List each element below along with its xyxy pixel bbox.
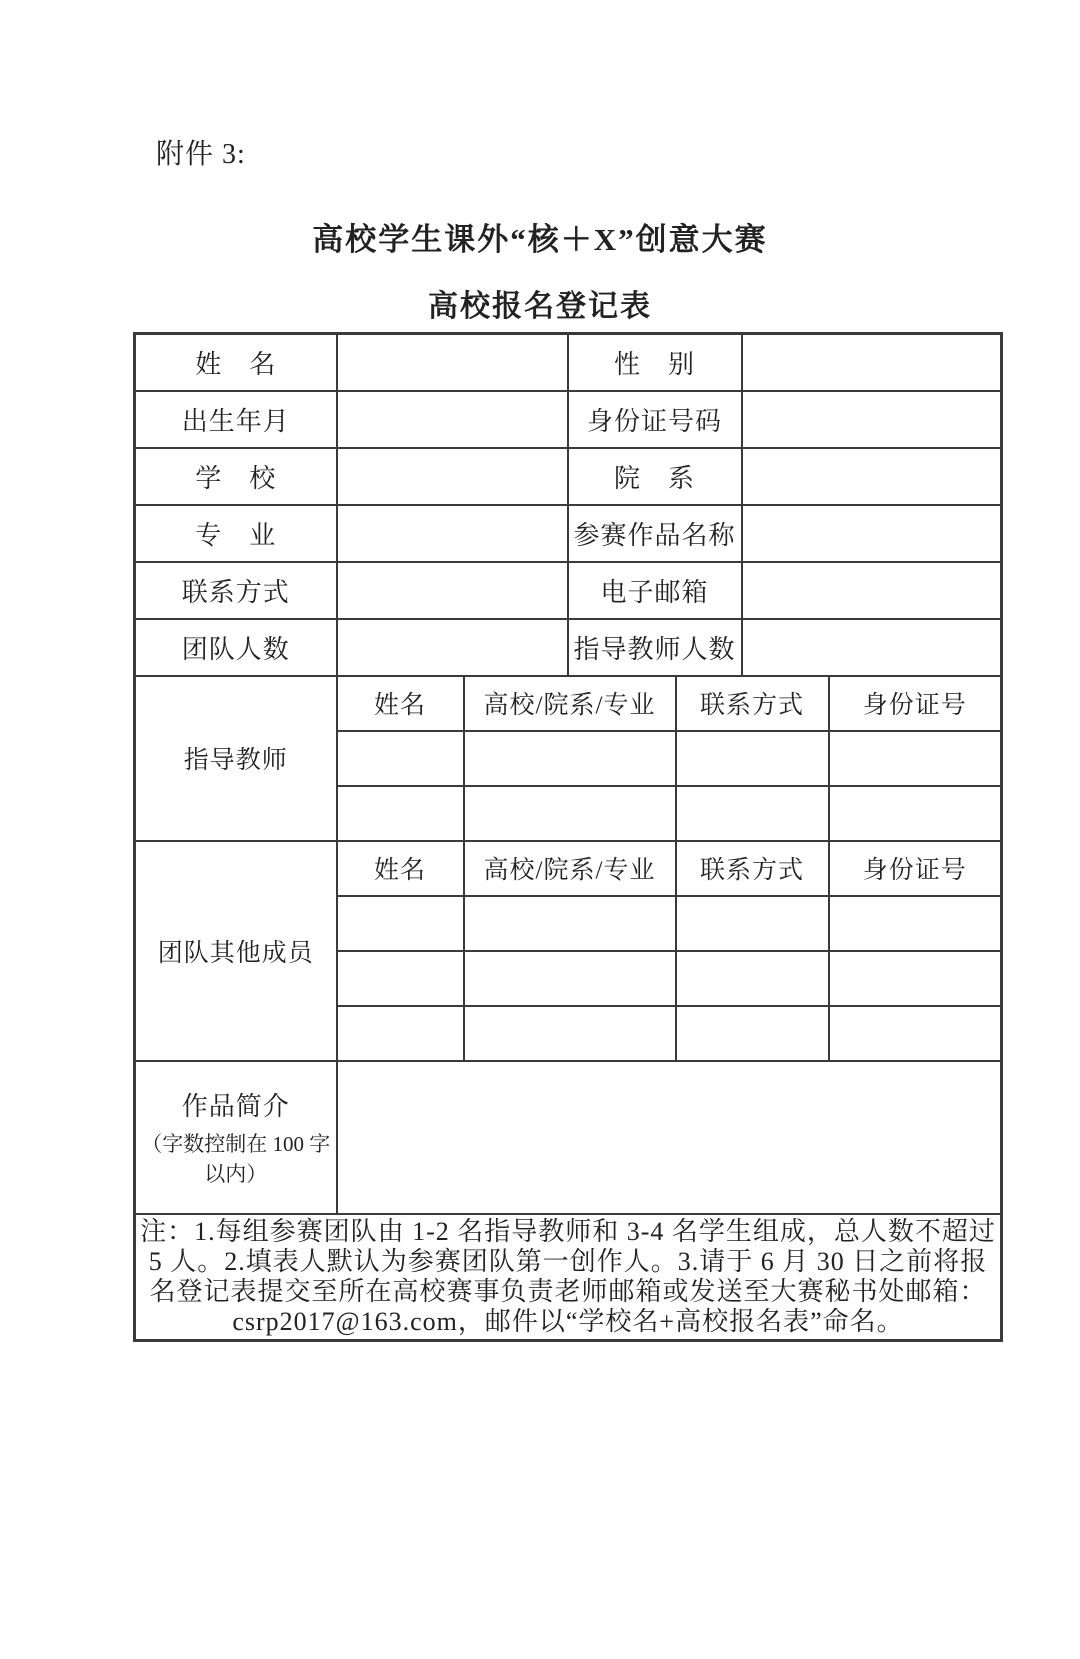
name-label: 姓 名 bbox=[135, 334, 337, 391]
member-affiliation-cell bbox=[464, 951, 676, 1006]
member-id-cell bbox=[829, 951, 1002, 1006]
table-row bbox=[135, 676, 1002, 731]
advisors-col-id: 身份证号 bbox=[829, 676, 1002, 731]
advisor-affiliation-cell bbox=[464, 731, 676, 786]
advisor-affiliation-cell bbox=[464, 786, 676, 841]
contact-label: 联系方式 bbox=[135, 562, 337, 619]
table-row bbox=[135, 505, 1002, 562]
advisors-col-affiliation: 高校/院系/专业 bbox=[464, 676, 676, 731]
member-affiliation-cell bbox=[464, 1006, 676, 1061]
advisor-contact-cell bbox=[676, 731, 829, 786]
advisor-name-cell bbox=[337, 786, 464, 841]
school-label: 学 校 bbox=[135, 448, 337, 505]
member-id-cell bbox=[829, 1006, 1002, 1061]
document-subtitle: 高校报名登记表 bbox=[428, 290, 652, 323]
members-section-label: 团队其他成员 bbox=[135, 841, 337, 1061]
birth-date-label: 出生年月 bbox=[135, 391, 337, 448]
members-col-name: 姓名 bbox=[337, 841, 464, 896]
registration-form-table bbox=[133, 332, 1003, 1342]
member-contact-cell bbox=[676, 951, 829, 1006]
member-contact-cell bbox=[676, 896, 829, 951]
table-row bbox=[135, 1061, 1002, 1214]
member-name-cell bbox=[337, 1006, 464, 1061]
advisors-section-label: 指导教师 bbox=[135, 676, 337, 841]
advisor-count-value bbox=[742, 619, 1002, 676]
note-text: 注：1.每组参赛团队由 1-2 名指导教师和 3-4 名学生组成，总人数不超过 5 人。2.填表人默认为参赛团队第一创作人。3.请于 6 月 30 日之前将报名登记表提交至所在高校赛事负责老师邮箱或发送至大赛秘书处邮箱：csrp2017@163.com，邮件以“学校名+高校报名表”命名。 bbox=[135, 1214, 1002, 1341]
advisors-col-name: 姓名 bbox=[337, 676, 464, 731]
work-intro-sublabel: （字数控制在 100 字以内） bbox=[141, 1131, 331, 1186]
id-number-value bbox=[742, 391, 1002, 448]
attachment-label: 附件 3: bbox=[156, 139, 246, 170]
team-size-value bbox=[337, 619, 568, 676]
department-value bbox=[742, 448, 1002, 505]
members-col-affiliation: 高校/院系/专业 bbox=[464, 841, 676, 896]
table-row bbox=[135, 562, 1002, 619]
team-size-label: 团队人数 bbox=[135, 619, 337, 676]
advisor-id-cell bbox=[829, 786, 1002, 841]
name-value bbox=[337, 334, 568, 391]
member-name-cell bbox=[337, 896, 464, 951]
school-value bbox=[337, 448, 568, 505]
table-row bbox=[135, 841, 1002, 896]
birth-date-value bbox=[337, 391, 568, 448]
members-col-contact: 联系方式 bbox=[676, 841, 829, 896]
table-row bbox=[135, 619, 1002, 676]
advisor-id-cell bbox=[829, 731, 1002, 786]
document-page bbox=[0, 132, 1080, 1342]
major-label: 专 业 bbox=[135, 505, 337, 562]
document-title: 高校学生课外“核＋X”创意大赛 bbox=[312, 222, 768, 257]
id-number-label: 身份证号码 bbox=[568, 391, 742, 448]
members-col-id: 身份证号 bbox=[829, 841, 1002, 896]
entry-title-value bbox=[742, 505, 1002, 562]
advisors-col-contact: 联系方式 bbox=[676, 676, 829, 731]
work-intro-value bbox=[337, 1061, 1002, 1214]
department-label: 院 系 bbox=[568, 448, 742, 505]
advisor-count-label: 指导教师人数 bbox=[568, 619, 742, 676]
advisor-contact-cell bbox=[676, 786, 829, 841]
member-affiliation-cell bbox=[464, 896, 676, 951]
table-row bbox=[135, 391, 1002, 448]
table-row bbox=[135, 334, 1002, 391]
work-intro-label-cell bbox=[135, 1061, 337, 1214]
table-row bbox=[135, 448, 1002, 505]
work-intro-label: 作品简介 bbox=[181, 1091, 290, 1121]
email-value bbox=[742, 562, 1002, 619]
email-label: 电子邮箱 bbox=[568, 562, 742, 619]
gender-label: 性 别 bbox=[568, 334, 742, 391]
entry-title-label: 参赛作品名称 bbox=[568, 505, 742, 562]
member-contact-cell bbox=[676, 1006, 829, 1061]
advisor-name-cell bbox=[337, 731, 464, 786]
member-name-cell bbox=[337, 951, 464, 1006]
contact-value bbox=[337, 562, 568, 619]
gender-value bbox=[742, 334, 1002, 391]
member-id-cell bbox=[829, 896, 1002, 951]
table-row bbox=[135, 1214, 1002, 1341]
major-value bbox=[337, 505, 568, 562]
